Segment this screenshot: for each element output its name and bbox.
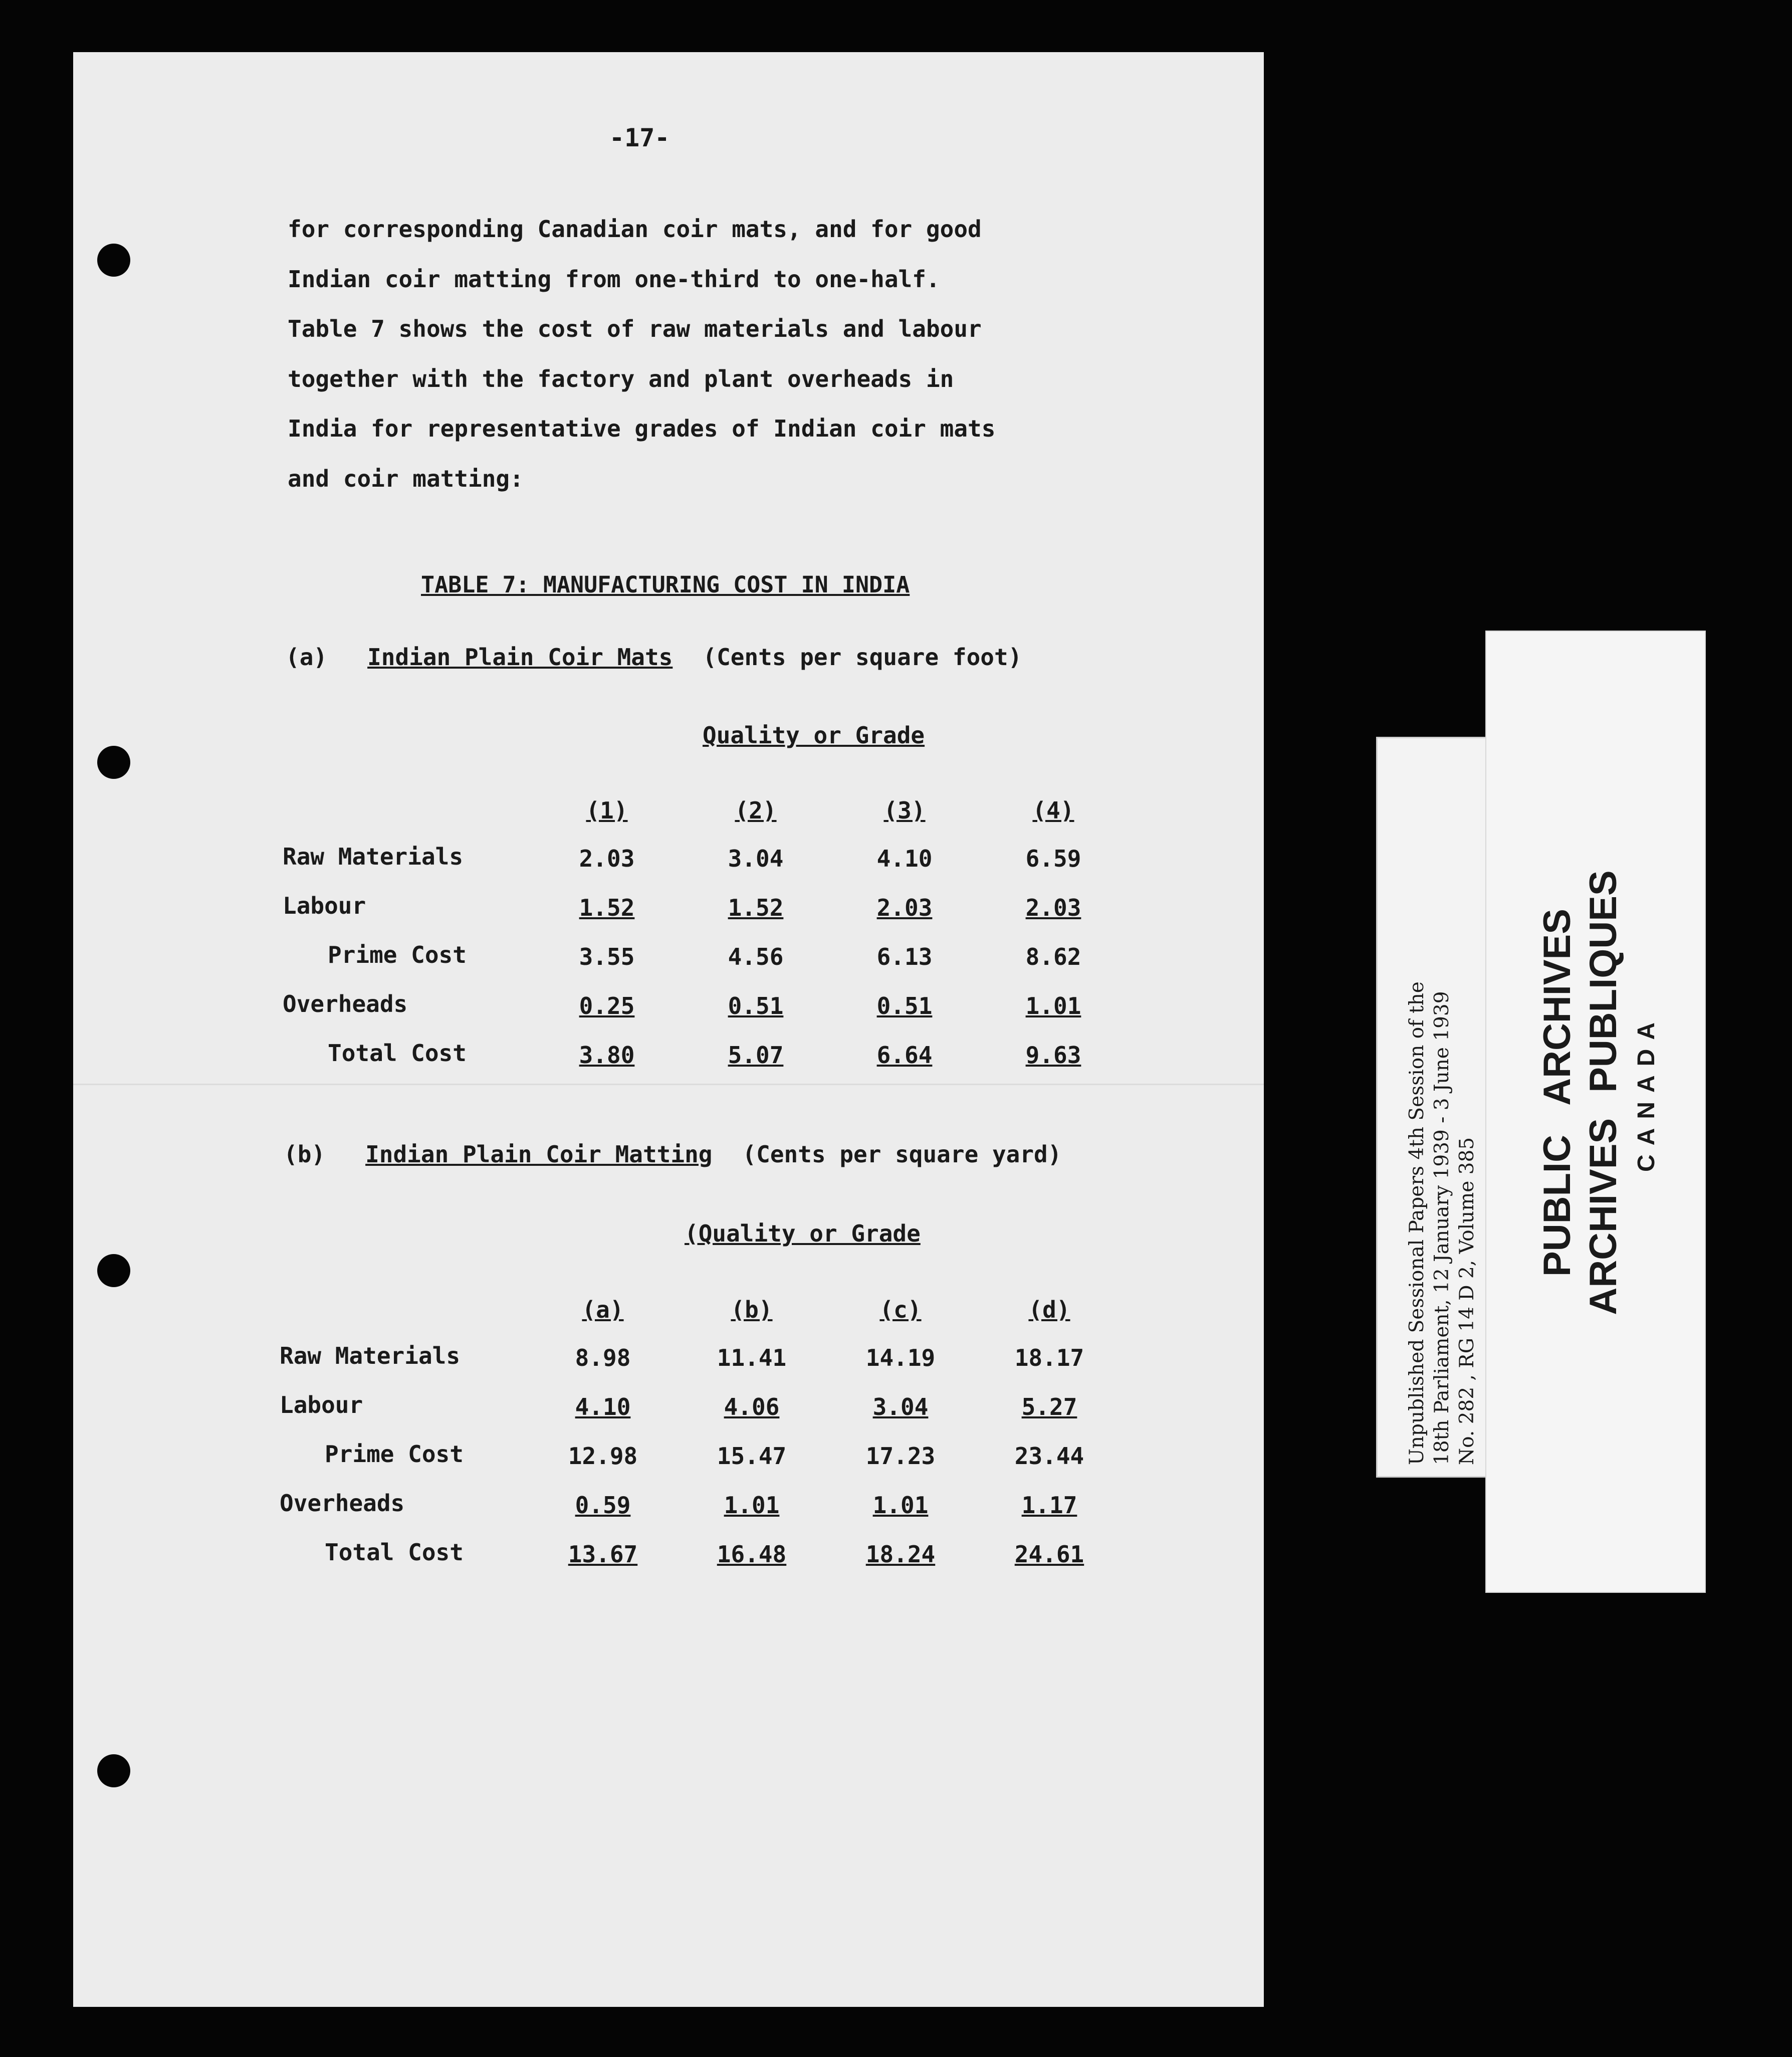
archive-label-line: Unpublished Sessional Papers 4th Session of the bbox=[1406, 981, 1428, 1465]
row-label: Prime Cost bbox=[328, 941, 467, 968]
section-name: Indian Plain Coir Matting bbox=[365, 1141, 713, 1168]
column-header: (4) bbox=[1032, 797, 1074, 824]
table-cell: 3.80 bbox=[579, 1042, 635, 1069]
table-cell: 1.01 bbox=[724, 1492, 780, 1519]
row-label: Labour bbox=[280, 1391, 363, 1418]
paragraph-line: together with the factory and plant overheads in bbox=[288, 365, 954, 392]
table-cell: 6.64 bbox=[876, 1042, 933, 1069]
row-label: Total Cost bbox=[325, 1539, 464, 1566]
archive-label-line: No. 282 , RG 14 D 2, Volume 385 bbox=[1456, 1137, 1478, 1465]
column-header: (2) bbox=[735, 797, 777, 824]
punch-hole bbox=[97, 746, 130, 779]
paragraph-line: for corresponding Canadian coir mats, and for good bbox=[288, 216, 982, 243]
table-cell: 4.56 bbox=[728, 943, 784, 970]
section-marker: (b) bbox=[284, 1141, 326, 1168]
table-cell: 3.04 bbox=[728, 845, 784, 872]
fold-line bbox=[73, 1084, 1264, 1085]
table-title: TABLE 7: MANUFACTURING COST IN INDIA bbox=[421, 571, 910, 598]
punch-hole bbox=[97, 244, 130, 277]
table-cell: 23.44 bbox=[1014, 1443, 1084, 1470]
table-cell: 1.01 bbox=[872, 1492, 929, 1519]
table-cell: 9.63 bbox=[1025, 1042, 1081, 1069]
table-cell: 15.47 bbox=[717, 1443, 787, 1470]
table-cell: 11.41 bbox=[717, 1344, 787, 1371]
row-label: Raw Materials bbox=[280, 1342, 461, 1369]
table-cell: 17.23 bbox=[865, 1443, 936, 1470]
archive-stamp bbox=[1534, 817, 1667, 1368]
row-label: Prime Cost bbox=[325, 1441, 464, 1468]
table-cell: 2.03 bbox=[876, 894, 933, 921]
grade-heading bbox=[685, 1220, 921, 1247]
table-cell: 24.61 bbox=[1014, 1541, 1084, 1568]
table-cell: 13.67 bbox=[568, 1541, 638, 1568]
table-cell: 1.52 bbox=[728, 894, 784, 921]
table-cell: 2.03 bbox=[579, 845, 635, 872]
table-cell: 5.27 bbox=[1021, 1393, 1077, 1420]
column-header: (b) bbox=[731, 1296, 773, 1323]
table-cell: 8.98 bbox=[575, 1344, 631, 1371]
table-cell: 3.04 bbox=[872, 1393, 929, 1420]
row-label: Overheads bbox=[283, 990, 408, 1017]
table-cell: 18.17 bbox=[1014, 1344, 1084, 1371]
table-cell: 0.51 bbox=[876, 992, 933, 1019]
row-label: Labour bbox=[283, 892, 366, 919]
column-header: (c) bbox=[879, 1296, 922, 1323]
row-label: Overheads bbox=[280, 1490, 405, 1517]
section-a-heading bbox=[286, 644, 1022, 671]
section-marker: (a) bbox=[286, 644, 328, 671]
paragraph-line: India for representative grades of Indian coir mats bbox=[288, 415, 996, 442]
paragraph-line: and coir matting: bbox=[288, 465, 524, 492]
table-cell: 14.19 bbox=[865, 1344, 936, 1371]
section-b-heading bbox=[284, 1141, 1061, 1168]
table-cell: 3.55 bbox=[579, 943, 635, 970]
table-cell: 4.06 bbox=[724, 1393, 780, 1420]
table-cell: 2.03 bbox=[1025, 894, 1081, 921]
table-cell: 0.25 bbox=[579, 992, 635, 1019]
archive-label-text bbox=[1405, 981, 1480, 1465]
row-label: Raw Materials bbox=[283, 843, 464, 870]
row-label: Total Cost bbox=[328, 1040, 467, 1067]
table-cell: 18.24 bbox=[865, 1541, 936, 1568]
table-cell: 5.07 bbox=[728, 1042, 784, 1069]
table-cell: 8.62 bbox=[1025, 943, 1081, 970]
table-cell: 16.48 bbox=[717, 1541, 787, 1568]
archive-stamp-line: ARCHIVES PUBLIQUES bbox=[1582, 870, 1625, 1315]
table-cell: 0.59 bbox=[575, 1492, 631, 1519]
archive-label-line: 18th Parliament, 12 January 1939 - 3 June 1939 bbox=[1431, 991, 1453, 1465]
table-cell: 12.98 bbox=[568, 1443, 638, 1470]
section-name: Indian Plain Coir Mats bbox=[367, 644, 673, 671]
table-cell: 6.59 bbox=[1025, 845, 1081, 872]
table-cell: 1.17 bbox=[1021, 1492, 1077, 1519]
grade-heading: Quality or Grade bbox=[703, 722, 925, 749]
table-cell: 4.10 bbox=[876, 845, 933, 872]
column-header: (d) bbox=[1028, 1296, 1070, 1323]
table-cell: 0.51 bbox=[728, 992, 784, 1019]
grade-heading-text: (Quality or Grade bbox=[685, 1220, 921, 1247]
archive-stamp-line: PUBLIC ARCHIVES bbox=[1536, 909, 1579, 1277]
body-paragraph bbox=[288, 216, 1140, 515]
column-header: (a) bbox=[582, 1296, 624, 1323]
punch-hole bbox=[97, 1754, 130, 1787]
archive-stamp-line: CANADA bbox=[1633, 1013, 1660, 1172]
column-header: (1) bbox=[586, 797, 628, 824]
page-number: -17- bbox=[609, 123, 670, 152]
punch-hole bbox=[97, 1254, 130, 1287]
table-cell: 4.10 bbox=[575, 1393, 631, 1420]
document-page bbox=[73, 52, 1264, 2007]
section-unit: (Cents per square yard) bbox=[742, 1141, 1062, 1168]
column-header: (3) bbox=[883, 797, 926, 824]
table-cell: 1.01 bbox=[1025, 992, 1081, 1019]
paragraph-line: Table 7 shows the cost of raw materials and labour bbox=[288, 315, 982, 342]
paragraph-line: Indian coir matting from one-third to one-half. bbox=[288, 265, 940, 293]
table-cell: 6.13 bbox=[876, 943, 933, 970]
section-unit: (Cents per square foot) bbox=[703, 644, 1022, 671]
archive-tab bbox=[1485, 631, 1706, 1593]
table-cell: 1.52 bbox=[579, 894, 635, 921]
